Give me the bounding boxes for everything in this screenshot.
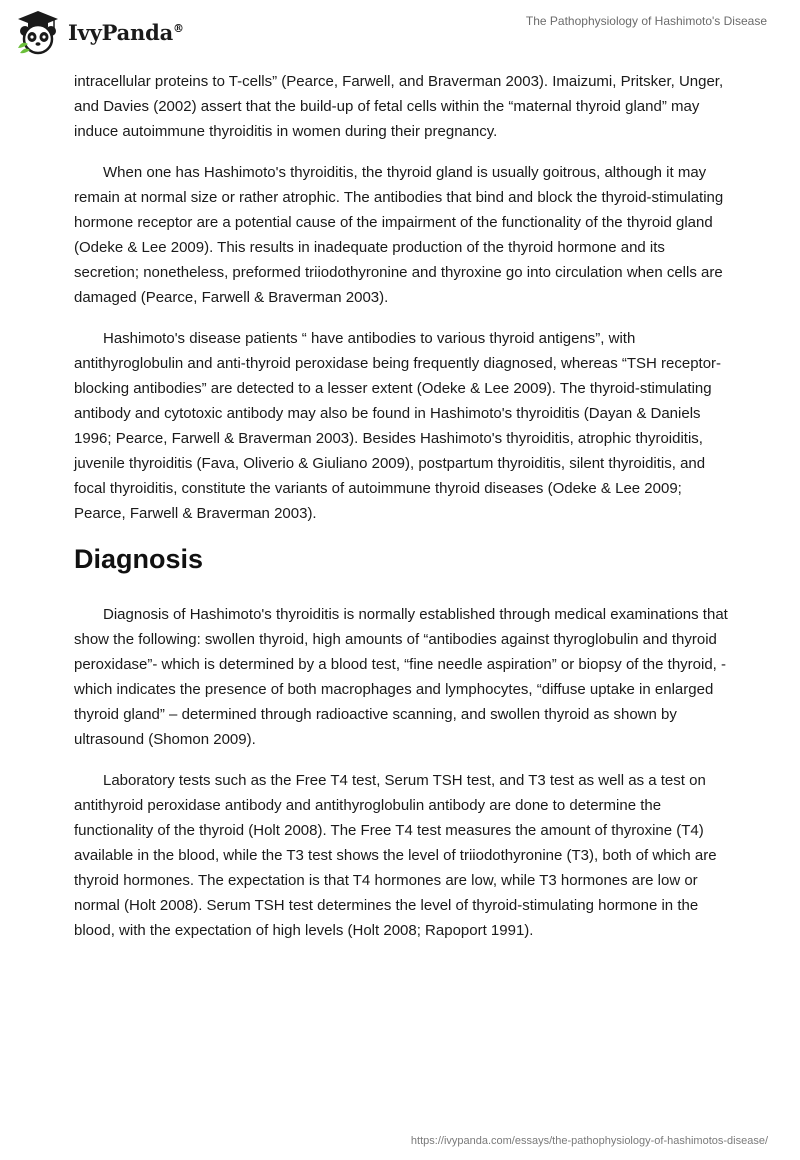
ivypanda-logo[interactable] [14, 8, 184, 56]
paragraph-1: intracellular proteins to T-cells” (Pearce, Farwell, and Braverman 2003). Imaizumi, Pritsker, Unger, and Davies (2002) assert that the build-up of fetal cells within the “maternal thyroid gland” may induce autoimmune thyroiditis in women during their pregnancy. [74, 73, 724, 140]
paragraph-2: When one has Hashimoto's thyroiditis, the thyroid gland is usually goitrous, although it may remain at normal size or rather atrophic. The antibodies that bind and block the thyroid-stimulating hormone receptor are a potential cause of the impairment of the functionality of the thyroid gland (Odeke & Lee 2009). This results in inadequate production of the thyroid hormone and its secretion; nonetheless, preformed triiodothyronine and thyroxine go into circulation when cells are damaged (Pearce, Farwell & Braverman 2003). [74, 164, 724, 306]
source-url[interactable]: https://ivypanda.com/essays/the-pathophysiology-of-hashimotos-disease/ [410, 1135, 768, 1147]
brand-name: IvyPanda® [68, 19, 184, 45]
essay-body [74, 69, 734, 959]
panda-graduate-icon [14, 8, 62, 56]
document-title: The Pathophysiology of Hashimoto's Disease [525, 14, 767, 28]
page-header [0, 0, 800, 70]
paragraph-3: Hashimoto's disease patients “ have antibodies to various thyroid antigens”, with antithyroglobulin and anti-thyroid peroxidase being frequently diagnosed, whereas “TSH receptor-blocking antibodies” are detected to a lesser extent (Odeke & Lee 2009). The thyroid-stimulating antibody and cytotoxic antibody may also be found in Hashimoto's thyroiditis (Dayan & Daniels 1996; Pearce, Farwell & Braverman 2003). Besides Hashimoto's thyroiditis, atrophic thyroiditis, juvenile thyroiditis (Fava, Oliverio & Giuliano 2009), postpartum thyroiditis, silent thyroiditis, and focal thyroiditis, constitute the variants of autoimmune thyroid diseases (Odeke & Lee 2009; Pearce, Farwell & Braverman 2003). [74, 330, 722, 522]
paragraph-4: Diagnosis of Hashimoto's thyroiditis is normally established through medical examinations that show the following: swollen thyroid, high amounts of “antibodies against thyroglobulin and thyroid peroxidase”- which is determined by a blood test, “fine needle aspiration” or biopsy of the thyroid, - which indicates the presence of both macrophages and lymphocytes, “diffuse uptake in enlarged thyroid gland” – determined through radioactive scanning, and swollen thyroid as shown by ultrasound (Shomon 2009). [74, 606, 728, 748]
section-heading-diagnosis: Diagnosis [74, 544, 204, 574]
paragraph-5: Laboratory tests such as the Free T4 test, Serum TSH test, and T3 test as well as a test on antithyroid peroxidase antibody and antithyroglobulin antibody are done to determine the functionality of the thyroid (Holt 2008). The Free T4 test measures the amount of thyroxine (T4) available in the blood, while the T3 test shows the level of triiodothyronine (T3), both of which are thyroid hormones. The expectation is that T4 hormones are low, while T3 hormones are low or normal (Holt 2008). Serum TSH test determines the level of thyroid-stimulating hormone in the blood, with the expectation of high levels (Holt 2008; Rapoport 1991). [74, 772, 717, 939]
